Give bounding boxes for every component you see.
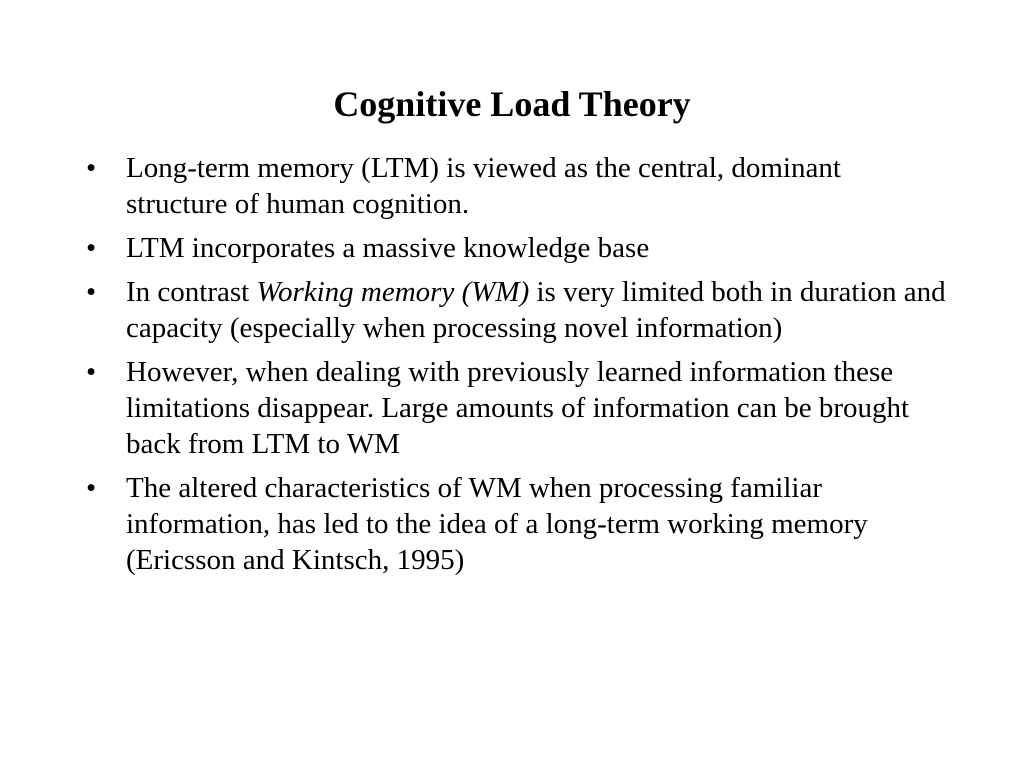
bullet-icon: • <box>86 356 97 388</box>
bullet-icon: • <box>86 232 97 264</box>
bullet-item-long-term-working-memory <box>86 470 946 578</box>
bullet-item-ltm-knowledge <box>86 230 946 266</box>
bullet-item-ltm-central <box>86 150 946 222</box>
bullet-text-before: In contrast <box>126 276 257 308</box>
bullet-item-limitations <box>86 354 946 462</box>
bullet-text: However, when dealing with previously learned information these limitations disappear. Large amounts of information can be brought back from LTM to WM <box>126 356 910 460</box>
bullet-icon: • <box>86 276 97 308</box>
bullet-text <box>126 276 946 344</box>
bullet-text: LTM incorporates a massive knowledge base <box>126 232 650 264</box>
bullet-list <box>86 150 946 586</box>
bullet-icon: • <box>86 472 97 504</box>
bullet-item-working-memory <box>86 274 946 346</box>
bullet-text: Long-term memory (LTM) is viewed as the central, dominant structure of human cognition. <box>126 152 841 220</box>
slide-title: Cognitive Load Theory <box>333 84 691 124</box>
working-memory-emphasis: Working memory (WM) <box>256 276 530 308</box>
bullet-icon: • <box>86 152 97 184</box>
bullet-text-after: is very limited both in duration and capacity (especially when processing novel information) <box>126 276 946 344</box>
bullet-text: The altered characteristics of WM when processing familiar information, has led to the idea of a long-term working memory (Ericsson and Kintsch, 1995) <box>126 472 868 576</box>
